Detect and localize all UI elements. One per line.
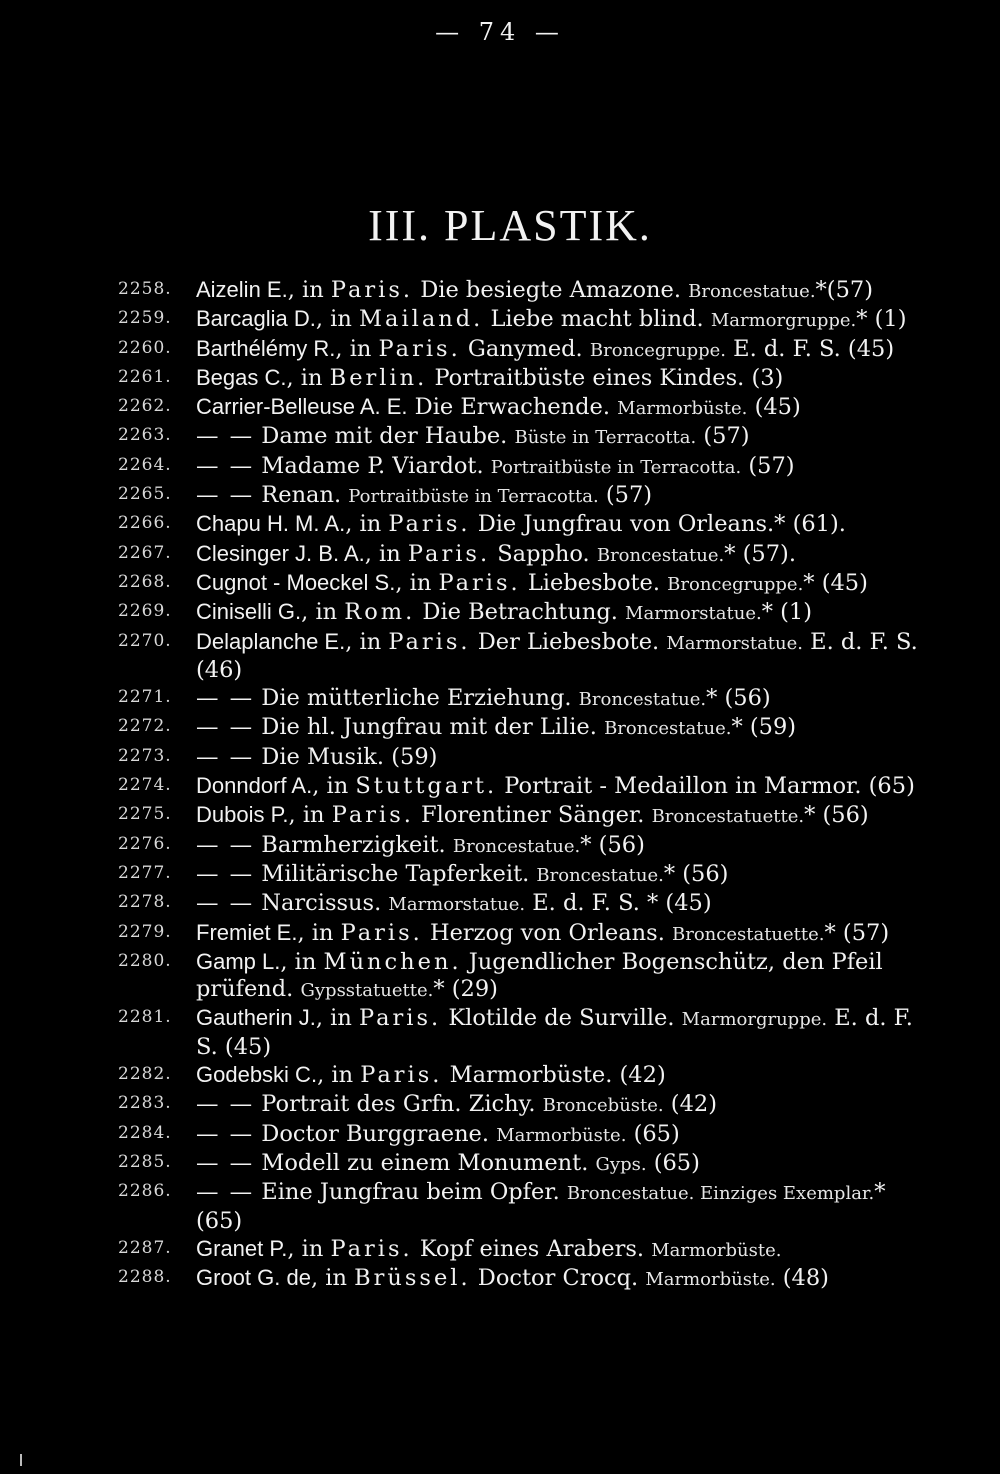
location-prefix: , in bbox=[288, 802, 332, 829]
material: Broncestatue. bbox=[536, 864, 664, 886]
catalog-entry bbox=[108, 540, 938, 569]
artist-name: Ciniselli G. bbox=[196, 599, 302, 625]
reference: (48) bbox=[775, 1265, 829, 1292]
artist-name: Granet P. bbox=[196, 1235, 288, 1261]
catalog-entry bbox=[108, 772, 938, 801]
catalog-entry bbox=[108, 1061, 938, 1090]
material: Broncebüste. bbox=[542, 1095, 664, 1117]
material: Broncestatue. bbox=[596, 544, 725, 566]
entry-number: 2258. bbox=[118, 279, 172, 299]
reference: (65) bbox=[626, 1120, 680, 1147]
entry-number: 2286. bbox=[118, 1181, 172, 1202]
reference: * (56) bbox=[706, 685, 771, 712]
artist-name: Donndorf A. bbox=[196, 773, 313, 799]
ditto-dash: — — bbox=[196, 890, 255, 917]
location: Paris. bbox=[330, 1235, 413, 1262]
ditto-dash: — — bbox=[196, 743, 255, 770]
reference: *(57) bbox=[815, 277, 873, 303]
work-title: Jugendlicher Bogenschütz, den Pfeil prüfend. bbox=[196, 948, 883, 1003]
entry-number: 2276. bbox=[118, 833, 172, 854]
location: Paris. bbox=[360, 1062, 443, 1089]
reference: (57) bbox=[741, 452, 795, 479]
artist-name: Chapu H. M. A. bbox=[196, 511, 346, 537]
artist-name: Barcaglia D. bbox=[196, 306, 316, 332]
work-title: Narcissus. bbox=[254, 890, 389, 917]
work-title: Liebe macht blind. bbox=[483, 306, 711, 333]
location-prefix: , in bbox=[286, 364, 330, 391]
catalog-entry bbox=[108, 422, 938, 451]
location: Rom. bbox=[344, 599, 416, 626]
catalog-entry bbox=[108, 305, 938, 334]
work-title: Portrait - Medaillon in Marmor. bbox=[497, 773, 869, 800]
location-prefix: , in bbox=[345, 511, 389, 538]
catalog-entry bbox=[108, 452, 938, 481]
artist-name: Begas C. bbox=[196, 364, 287, 390]
work-title: Marmorbüste. bbox=[442, 1062, 620, 1089]
catalog-entry bbox=[108, 569, 938, 598]
work-title: Ganymed. bbox=[460, 335, 590, 362]
work-title: Klotilde de Surville. bbox=[441, 1005, 682, 1032]
artist-name: Delaplanche E. bbox=[196, 628, 346, 654]
stray-mark bbox=[20, 1454, 22, 1466]
location-prefix: , in bbox=[297, 919, 341, 946]
work-title: Die Jungfrau von Orleans. bbox=[470, 511, 775, 538]
reference: * (56) bbox=[663, 860, 729, 887]
work-title: Madame P. Viardot. bbox=[254, 452, 491, 479]
location: Paris. bbox=[407, 540, 491, 567]
work-title: Barmherzigkeit. bbox=[254, 831, 453, 858]
location-prefix: , in bbox=[335, 335, 379, 362]
artist-name: Gautherin J. bbox=[196, 1005, 316, 1031]
location: Paris. bbox=[378, 335, 461, 362]
work-title: Die hl. Jungfrau mit der Lilie. bbox=[254, 714, 605, 741]
work-title: Herzog von Orleans. bbox=[422, 919, 672, 946]
ditto-dash: — — bbox=[196, 831, 255, 858]
catalog-entry bbox=[108, 1178, 938, 1235]
material: Marmorstatue. bbox=[388, 894, 526, 916]
material: Broncestatue. bbox=[452, 835, 581, 857]
catalog-entry bbox=[108, 1120, 938, 1149]
artist-name: Fremiet E. bbox=[196, 919, 298, 945]
location-prefix: , in bbox=[317, 1062, 361, 1089]
ditto-dash: — — bbox=[196, 1149, 255, 1176]
catalog-entry bbox=[108, 335, 938, 364]
reference: * (57) bbox=[824, 919, 890, 946]
reference: * (29) bbox=[433, 976, 498, 1003]
material: Broncestatue. bbox=[578, 689, 707, 711]
location-prefix: , in bbox=[310, 1265, 355, 1292]
work-title: Kopf eines Arabers. bbox=[412, 1235, 652, 1262]
ditto-dash: — — bbox=[196, 423, 255, 450]
entry-number: 2281. bbox=[118, 1007, 172, 1028]
entry-number: 2268. bbox=[118, 571, 172, 592]
entry-number: 2273. bbox=[118, 745, 172, 766]
location: Paris. bbox=[359, 1005, 442, 1032]
entry-number: 2265. bbox=[118, 484, 172, 505]
artist-name: Aizelin E. bbox=[196, 277, 288, 302]
catalog-entry bbox=[108, 713, 938, 742]
work-title: Dame mit der Haube. bbox=[254, 423, 515, 450]
entry-number: 2267. bbox=[118, 542, 172, 563]
ditto-dash: — — bbox=[196, 1091, 255, 1118]
section-title: III. PLASTIK. bbox=[368, 201, 652, 250]
location: Paris. bbox=[388, 628, 471, 655]
entry-number: 2266. bbox=[118, 513, 172, 534]
catalog-entry bbox=[108, 743, 938, 772]
ditto-dash: — — bbox=[196, 482, 255, 509]
reference: * (1) bbox=[856, 306, 907, 333]
reference: (65) bbox=[868, 773, 915, 800]
location-prefix: , in bbox=[280, 948, 324, 975]
material: Marmorgruppe. bbox=[681, 1009, 828, 1031]
catalog-entry bbox=[108, 919, 938, 948]
reference: * (57). bbox=[724, 540, 796, 567]
entry-number: 2274. bbox=[118, 775, 172, 796]
reference: * (45) bbox=[803, 569, 868, 596]
entry-number: 2282. bbox=[118, 1064, 172, 1085]
reference: * (56) bbox=[580, 831, 645, 858]
catalog-entry bbox=[108, 510, 938, 539]
ditto-dash: — — bbox=[196, 452, 255, 479]
work-title: Doctor Burggraene. bbox=[254, 1120, 497, 1147]
catalog-entry bbox=[108, 364, 938, 393]
location-prefix: , in bbox=[345, 628, 389, 655]
catalog-entry bbox=[108, 1090, 938, 1119]
material: Broncestatuette. bbox=[651, 806, 805, 828]
entry-number: 2263. bbox=[118, 425, 172, 446]
catalog-entry bbox=[108, 889, 938, 918]
work-title: Eine Jungfrau beim Opfer. bbox=[254, 1179, 567, 1206]
entry-number: 2288. bbox=[118, 1267, 172, 1288]
material: Marmorbüste. bbox=[645, 1269, 776, 1291]
work-title: Portrait des Grfn. Zichy. bbox=[254, 1091, 543, 1118]
reference: (57) bbox=[598, 482, 653, 509]
work-title: Liebesbote. bbox=[520, 569, 668, 596]
location-prefix: , in bbox=[312, 773, 356, 800]
location: Paris. bbox=[331, 802, 414, 829]
location: Paris. bbox=[330, 277, 414, 303]
catalog-entry bbox=[108, 1004, 938, 1061]
work-title: Modell zu einem Monument. bbox=[254, 1149, 596, 1176]
entry-number: 2264. bbox=[118, 454, 172, 475]
material: Marmorbüste. bbox=[617, 398, 748, 420]
work-title: Doctor Crocq. bbox=[470, 1265, 646, 1292]
entry-number: 2277. bbox=[118, 862, 172, 883]
reference: E. d. F. S. (45) bbox=[726, 335, 895, 362]
location-prefix: , in bbox=[301, 599, 345, 626]
location: Berlin. bbox=[329, 364, 428, 391]
location-prefix: , in bbox=[315, 306, 359, 333]
work-title: Florentiner Sänger. bbox=[413, 802, 652, 829]
location-prefix: , in bbox=[287, 277, 331, 303]
entry-number: 2270. bbox=[118, 630, 172, 651]
ditto-dash: — — bbox=[196, 714, 255, 741]
reference: (42) bbox=[663, 1091, 717, 1118]
entry-number: 2259. bbox=[118, 308, 172, 329]
catalog-entry bbox=[108, 1264, 938, 1293]
catalog-entry bbox=[108, 684, 938, 713]
catalog-entry bbox=[108, 598, 938, 627]
ditto-dash: — — bbox=[196, 1120, 255, 1147]
entry-number: 2284. bbox=[118, 1122, 172, 1143]
catalog-entry bbox=[108, 1149, 938, 1178]
material: Marmorstatue. bbox=[625, 603, 762, 625]
work-title: Sappho. bbox=[490, 540, 597, 567]
work-title: Die besiegte Amazone. bbox=[413, 277, 689, 303]
location: Mailand. bbox=[359, 306, 484, 333]
location-prefix: , in bbox=[364, 540, 408, 567]
reference: (45) bbox=[747, 394, 801, 421]
catalog-entry bbox=[108, 801, 938, 830]
material: Broncegruppe. bbox=[589, 339, 726, 361]
artist-name: Barthélémy R. bbox=[196, 335, 336, 361]
reference: E. d. F. S. (45) bbox=[196, 1005, 913, 1060]
ditto-dash: — — bbox=[196, 685, 255, 712]
location-prefix: , in bbox=[287, 1235, 331, 1262]
reference: * (65) bbox=[196, 1179, 886, 1234]
catalog-entry bbox=[108, 276, 938, 305]
reference: * (56) bbox=[804, 802, 869, 829]
work-title: Portraitbüste eines Kindes. bbox=[427, 364, 752, 391]
reference: (3) bbox=[751, 364, 784, 391]
ditto-dash: — — bbox=[196, 1179, 255, 1206]
catalog-entry bbox=[108, 860, 938, 889]
catalog-entry bbox=[108, 393, 938, 422]
work-title: Die Erwachende. bbox=[407, 394, 618, 421]
reference: * (59) bbox=[731, 714, 797, 741]
artist-name: Cugnot - Moeckel S. bbox=[196, 569, 396, 595]
work-title: Der Liebesbote. bbox=[470, 628, 667, 655]
catalog-entry bbox=[108, 628, 938, 685]
entry-number: 2287. bbox=[118, 1237, 172, 1258]
location: Stuttgart. bbox=[355, 773, 498, 800]
catalog-entry bbox=[108, 1235, 938, 1264]
material: Gyps. bbox=[595, 1153, 647, 1175]
location: Paris. bbox=[340, 919, 423, 946]
reference: E. d. F. S. (46) bbox=[196, 628, 918, 683]
artist-name: Gamp L. bbox=[196, 948, 281, 974]
work-title: Renan. bbox=[254, 482, 349, 509]
artist-name: Groot G. de bbox=[196, 1265, 311, 1291]
material: Marmorstatue. bbox=[666, 632, 804, 654]
material: Broncestatue. bbox=[688, 281, 816, 302]
reference: (65) bbox=[646, 1149, 700, 1176]
material: Gypsstatuette. bbox=[300, 980, 434, 1002]
material: Broncestatuette. bbox=[672, 923, 825, 945]
material: Marmorgruppe. bbox=[710, 310, 857, 332]
material: Broncegruppe. bbox=[667, 573, 804, 595]
catalog-entry bbox=[108, 948, 938, 1005]
location-prefix: , in bbox=[395, 569, 439, 596]
artist-name: Carrier-Belleuse A. E. bbox=[196, 394, 408, 420]
artist-name: Godebski C. bbox=[196, 1062, 318, 1088]
reference: (57) bbox=[696, 423, 750, 450]
location: Paris. bbox=[388, 511, 471, 538]
artist-name: Dubois P. bbox=[196, 802, 289, 828]
location: München. bbox=[323, 948, 462, 975]
entry-number: 2269. bbox=[118, 601, 172, 622]
material: Portraitbüste in Terracotta. bbox=[348, 486, 599, 508]
entry-number: 2271. bbox=[118, 687, 172, 708]
location-prefix: , in bbox=[315, 1005, 359, 1032]
work-title: Die mütterliche Erziehung. bbox=[254, 685, 579, 712]
entry-number: 2285. bbox=[118, 1151, 172, 1172]
entry-number: 2260. bbox=[118, 337, 172, 358]
reference: (59) bbox=[391, 743, 438, 770]
work-title: Militärische Tapferkeit. bbox=[254, 860, 537, 887]
work-title: Die Musik. bbox=[254, 743, 392, 770]
catalog-entry bbox=[108, 831, 938, 860]
reference: * (1) bbox=[761, 599, 812, 626]
reference: (42) bbox=[619, 1062, 666, 1089]
location: Paris. bbox=[438, 569, 521, 596]
ditto-dash: — — bbox=[196, 860, 255, 887]
location: Brüssel. bbox=[354, 1265, 471, 1292]
reference: E. d. F. S. * (45) bbox=[525, 890, 712, 917]
entry-number: 2261. bbox=[118, 366, 172, 387]
page-number: — 74 — bbox=[435, 18, 565, 46]
entry-number: 2283. bbox=[118, 1093, 172, 1114]
entry-number: 2280. bbox=[118, 950, 172, 971]
material: Büste in Terracotta. bbox=[514, 427, 697, 449]
work-title: Die Betrachtung. bbox=[415, 599, 626, 626]
material: Broncestatue. bbox=[604, 718, 732, 740]
material: Marmorbüste. bbox=[496, 1124, 627, 1146]
material: Marmorbüste. bbox=[651, 1239, 782, 1261]
catalog-entry bbox=[108, 481, 938, 510]
artist-name: Clesinger J. B. A. bbox=[196, 540, 365, 566]
entry-number: 2262. bbox=[118, 396, 172, 417]
entry-number: 2272. bbox=[118, 716, 172, 737]
entry-number: 2279. bbox=[118, 921, 172, 942]
entry-number: 2278. bbox=[118, 892, 172, 913]
reference: * (61). bbox=[774, 511, 846, 538]
material: Broncestatue. Einziges Exemplar. bbox=[566, 1183, 875, 1205]
catalog-entries-list bbox=[108, 276, 938, 1293]
entry-number: 2275. bbox=[118, 804, 172, 825]
material: Portraitbüste in Terracotta. bbox=[490, 456, 742, 478]
